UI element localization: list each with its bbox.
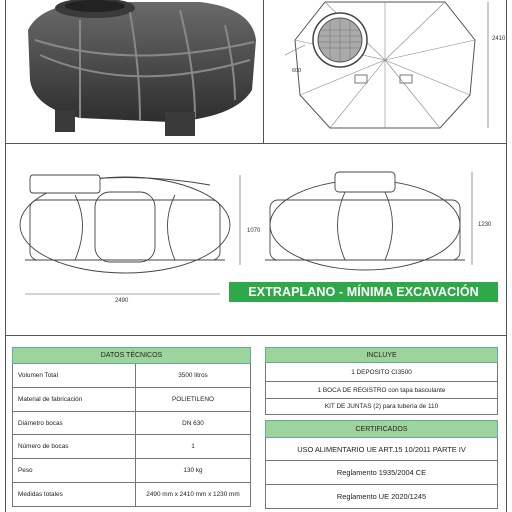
dim-height-right: 1230 <box>478 222 492 228</box>
row-value: POLIETILENO <box>136 388 251 412</box>
list-item: 1 BOCA DE REGISTRO con tapa basculante <box>266 382 498 399</box>
list-item: Reglamento 1935/2004 CE <box>266 461 498 485</box>
table-row <box>13 459 251 483</box>
tank-top-view <box>270 0 506 142</box>
tank-side-views <box>10 150 506 280</box>
divider-2 <box>5 335 507 336</box>
incluye-table <box>265 347 498 415</box>
row-label: Material de fabricación <box>13 388 136 412</box>
table-row <box>13 483 251 507</box>
row-label: Diámetro bocas <box>13 412 136 435</box>
row-label: Medidas totales <box>13 483 136 507</box>
datos-tecnicos-title: DATOS TÉCNICOS <box>13 348 251 364</box>
row-value: 3500 litros <box>136 364 251 388</box>
row-label: Peso <box>13 459 136 483</box>
dim-manhole-label: 600 <box>292 68 302 74</box>
row-value: 130 kg <box>136 459 251 483</box>
row-value: 1 <box>136 435 251 459</box>
tank-3d-render <box>20 0 260 140</box>
table-row <box>13 412 251 435</box>
list-item: KIT DE JUNTAS (2) para tubería de 110 <box>266 399 498 415</box>
frame-right <box>506 0 507 512</box>
dim-length-line <box>25 292 225 304</box>
row-label: Número de bocas <box>13 435 136 459</box>
dim-width-label: 2410 <box>492 36 506 42</box>
side-view-short <box>265 172 465 270</box>
banner-extraplano: EXTRAPLANO - MÍNIMA EXCAVACIÓN <box>229 282 498 302</box>
certificados-table <box>265 420 498 509</box>
row-value: DN 630 <box>136 412 251 435</box>
list-item: USO ALIMENTARIO UE ART.15 10/2011 PARTE IV <box>266 438 498 461</box>
datos-tecnicos-table <box>12 347 251 507</box>
certificados-title: CERTIFICADOS <box>266 421 498 438</box>
list-item: Reglamento UE 2020/1245 <box>266 485 498 509</box>
side-view-long <box>20 175 230 273</box>
dim-length-label: 2490 <box>115 298 129 304</box>
table-row <box>13 388 251 412</box>
table-row <box>13 364 251 388</box>
list-item: 1 DEPOSITO CI3500 <box>266 363 498 382</box>
divider-1 <box>5 143 507 144</box>
row-label: Volumen Total <box>13 364 136 388</box>
row-value: 2490 mm x 2410 mm x 1230 mm <box>136 483 251 507</box>
divider-vertical <box>263 0 264 143</box>
table-row <box>13 435 251 459</box>
frame-left <box>5 0 6 512</box>
incluye-title: INCLUYE <box>266 348 498 363</box>
dim-height-left: 1070 <box>247 228 261 234</box>
